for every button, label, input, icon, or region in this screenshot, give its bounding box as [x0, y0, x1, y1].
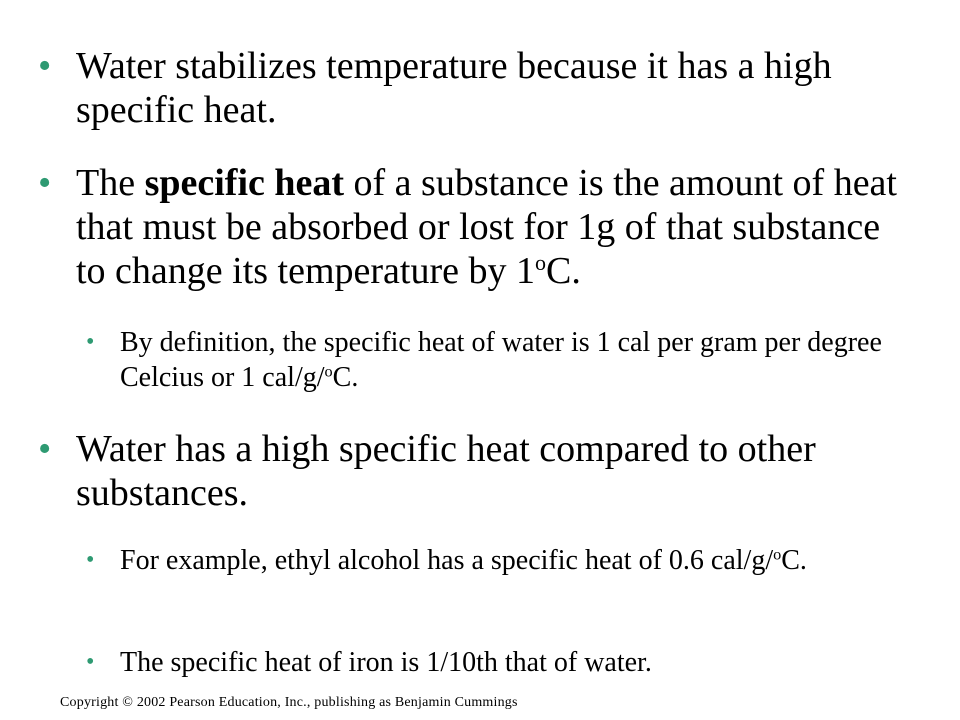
bullet-item-3 — [38, 427, 918, 515]
sub-bullet-item-3-2 — [86, 645, 926, 680]
sub-bullet-text-2-1-pre: By definition, the specific heat of water is 1 cal per gram per degree Celcius or 1 cal/g/ — [120, 327, 882, 393]
degree-superscript: o — [535, 249, 547, 275]
bullet-text-2-pre: The — [76, 162, 145, 204]
bullet-text-3: Water has a high specific heat compared to other substances. — [76, 428, 816, 514]
bullet-dot-icon: • — [38, 428, 52, 470]
bullet-dot-icon: • — [38, 162, 52, 204]
sub-bullet-text-2-1-post: C. — [332, 362, 359, 393]
bullet-dot-icon: • — [86, 547, 95, 573]
sub-bullet-item-3-1 — [86, 543, 926, 578]
term-specific-heat: specific heat — [144, 162, 345, 204]
bullet-text-2 — [76, 161, 918, 293]
bullet-text-2-mid: of a substance is the amount of heat that must be absorbed or lost for 1g of that substance to change its temperature by 1 — [76, 162, 897, 292]
sub-bullet-item-2-1 — [86, 325, 926, 395]
bullet-item-1 — [38, 44, 918, 132]
bullet-dot-icon: • — [38, 45, 52, 87]
sub-bullet-text-3-1-pre: For example, ethyl alcohol has a specific heat of 0.6 cal/g/ — [120, 545, 774, 576]
bullet-dot-icon: • — [86, 649, 95, 675]
sub-bullet-text-2-1 — [120, 325, 926, 395]
bullet-item-2 — [38, 161, 918, 293]
copyright-footer: Copyright © 2002 Pearson Education, Inc., publishing as Benjamin Cummings — [60, 695, 518, 710]
bullet-text-2-post: C. — [546, 250, 581, 292]
degree-superscript: o — [773, 545, 782, 564]
bullet-dot-icon: • — [86, 329, 95, 355]
sub-bullet-text-3-1 — [120, 543, 926, 578]
sub-bullet-text-3-1-post: C. — [781, 545, 807, 576]
bullet-text-1: Water stabilizes temperature because it has a high specific heat. — [76, 45, 832, 131]
sub-bullet-text-3-2: The specific heat of iron is 1/10th that of water. — [120, 647, 652, 678]
degree-superscript: o — [324, 362, 333, 381]
